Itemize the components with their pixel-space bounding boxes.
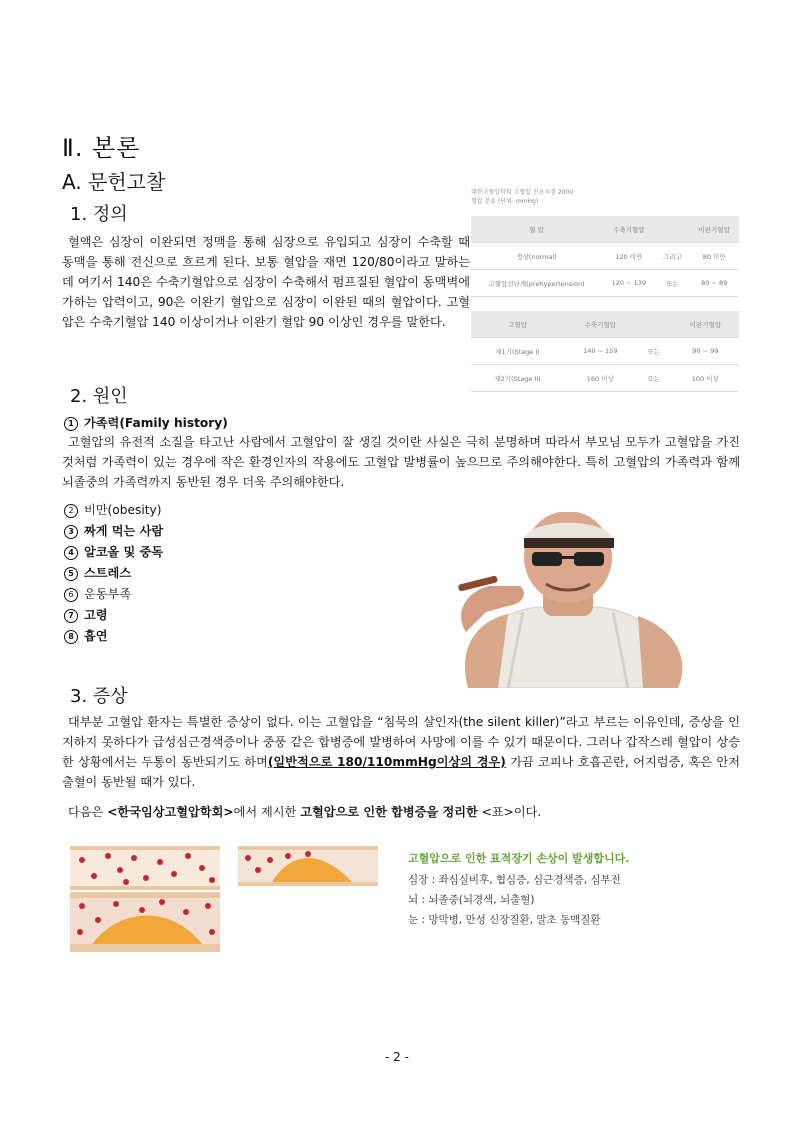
table-cell: 정상(normal)	[516, 252, 557, 261]
table-caption-2: 혈압 분류 (단위: mmHg)	[471, 198, 539, 205]
list-number: 7	[64, 609, 78, 623]
cause-item-smoking	[64, 627, 108, 644]
table-header: 고혈압	[471, 311, 564, 338]
intro-text-1: 다음은	[68, 805, 108, 819]
cause-label: 고령	[84, 608, 108, 622]
table-header: 수축기혈압	[602, 216, 655, 243]
list-number: 5	[64, 567, 78, 581]
table-header: 수축기혈압	[564, 311, 636, 338]
table-cell: 또는	[666, 279, 679, 288]
table-row	[471, 270, 739, 297]
society-name: <한국임상고혈압학회>	[107, 805, 234, 819]
list-number: 4	[64, 546, 78, 560]
section-heading: Ⅱ. 본론	[62, 134, 141, 162]
table-row	[471, 338, 739, 365]
table-cell: 고혈압전단계(prehypertension)	[488, 279, 585, 288]
cause-label: 비만(obesity)	[84, 503, 162, 517]
complication-eye: 눈 : 망막병, 만성 신장질환, 말초 동맥질환	[408, 914, 601, 926]
table-cell: 140 ~ 159	[583, 347, 618, 355]
cause-label: 스트레스	[84, 566, 132, 580]
family-history-paragraph: 고혈압의 유전적 소질을 타고난 사람에서 고혈압이 잘 생길 것이란 사실은 극히 분명하며 따라서 부모님 모두가 고혈압을 가진 것처럼 가족력이 있는 경우에 작은 환경인자의 작용에도 고혈압 발병률이 높으므로 주의해야한다. 특히 고혈압의 가족력과 함께 뇌졸중의 가족력까지 동반된 경우 더욱 주의해야한다.	[62, 435, 740, 489]
table-cell: 또는	[647, 374, 661, 383]
table-cell: 120 ~ 139	[611, 279, 647, 287]
table-cell: 120 미만	[615, 252, 643, 261]
table-row	[471, 243, 739, 270]
intro-emphasis: 고혈압으로 인한 합병증을 정리한	[300, 805, 478, 819]
table-header	[637, 311, 672, 338]
complication-figure	[62, 836, 740, 956]
table-header: 이완기혈압	[689, 216, 739, 243]
intro-text-3: <표>이다.	[477, 805, 542, 819]
symptom-text-1: 대부분 고혈압 환자는 특별한 증상이 없다. 이는 고혈압을 “침묵의 살인자(the silent killer)”라고 부르는 이유인데, 증상을 인지하지 못하다가 급성심근경색증이나 중풍 같은 합병증에 발병하여 사망에 이를 수 있기 때문이다. 그러나 갑작스레 혈압이 상승한 상황에서는 두통이 동반되기도 하며	[62, 715, 740, 769]
cause-item-stress	[64, 564, 131, 581]
table-header: 이완기혈압	[672, 311, 739, 338]
cause-label: 흡연	[84, 629, 108, 643]
table-cell: 제2기(Stage II)	[494, 374, 541, 383]
subsection-heading: A. 문헌고찰	[62, 170, 166, 194]
table-row	[471, 365, 739, 392]
symptom-paragraph	[62, 712, 740, 792]
cause-item-alcohol	[64, 543, 163, 560]
list-number: 6	[64, 588, 78, 602]
symptom-emphasis: (일반적으로 180/110mmHg이상의 경우)	[267, 755, 506, 769]
table-caption-1: 대한고혈압학회 고혈압 진료지침 2000	[471, 189, 574, 196]
complication-brain: 뇌 : 뇌졸중(뇌경색, 뇌출혈)	[408, 894, 535, 906]
smoking-man-photo	[428, 512, 698, 688]
cause-item-obesity	[64, 501, 161, 518]
table-header: 혈 압	[471, 216, 602, 243]
definition-paragraph: 혈액은 심장이 이완되면 정맥을 통해 심장으로 유입되고 심장이 수축할 때 동맥을 통해 전신으로 흐르게 된다. 보통 혈압을 재면 120/80이라고 말하는데 여기서 140은 수축기혈압으로 심장이 수축해서 펌프질된 혈압이 동맥벽에 가하는 압력이고, 90은 이완기 혈압으로 심장이 이완된 때의 혈압이다. 고혈압은 수축기혈압 140 이상이거나 이완기 혈압 90 이상인 경우를 말한다.	[62, 235, 470, 329]
bp-table-normal	[471, 216, 739, 297]
table-cell: 160 이상	[586, 374, 614, 383]
cause-label: 짜게 먹는 사람	[84, 524, 164, 538]
list-number: 2	[64, 504, 78, 518]
page-number: - 2 -	[385, 1050, 409, 1064]
table-cell: 제1기(Stage I)	[495, 347, 540, 356]
cause-heading: 2. 원인	[70, 386, 128, 407]
bp-classification-table	[471, 188, 739, 392]
cause-item-age	[64, 606, 108, 623]
table-cell: 그리고	[663, 252, 682, 261]
complication-title: 고혈압으로 인한 표적장기 손상이 발생합니다.	[408, 852, 630, 865]
table-cell: 80 ~ 89	[701, 279, 728, 287]
definition-heading: 1. 정의	[70, 204, 128, 225]
complication-heart: 심장 : 좌심실비후, 협심증, 심근경색증, 심부전	[408, 874, 621, 886]
table-cell: 또는	[647, 347, 661, 356]
cause-item-family-history	[64, 414, 228, 431]
table-cell: 100 이상	[691, 374, 719, 383]
table-cell: 90 ~ 99	[692, 347, 719, 355]
table-cell: 80 미만	[702, 252, 726, 261]
cause-label: 운동부족	[84, 587, 132, 601]
cause-item-salty-food	[64, 522, 163, 539]
list-number: 1	[64, 417, 78, 431]
table-header	[656, 216, 690, 243]
artery-illustration	[62, 836, 382, 956]
intro-text-2: 에서 제시한	[233, 805, 301, 819]
symptom-text-2: 가끔 코피나 호흡곤란, 어지럼증, 혹은 안저 출혈이 동반될 때가 있다.	[62, 755, 740, 789]
cause-label: 알코올 및 중독	[84, 545, 164, 559]
complication-intro	[62, 802, 740, 822]
list-number: 3	[64, 525, 78, 539]
list-number: 8	[64, 630, 78, 644]
cause-label: 가족력(Family history)	[84, 416, 228, 430]
bp-table-hypertension	[471, 311, 739, 392]
cause-item-exercise	[64, 585, 131, 602]
symptom-heading: 3. 증상	[70, 686, 128, 707]
